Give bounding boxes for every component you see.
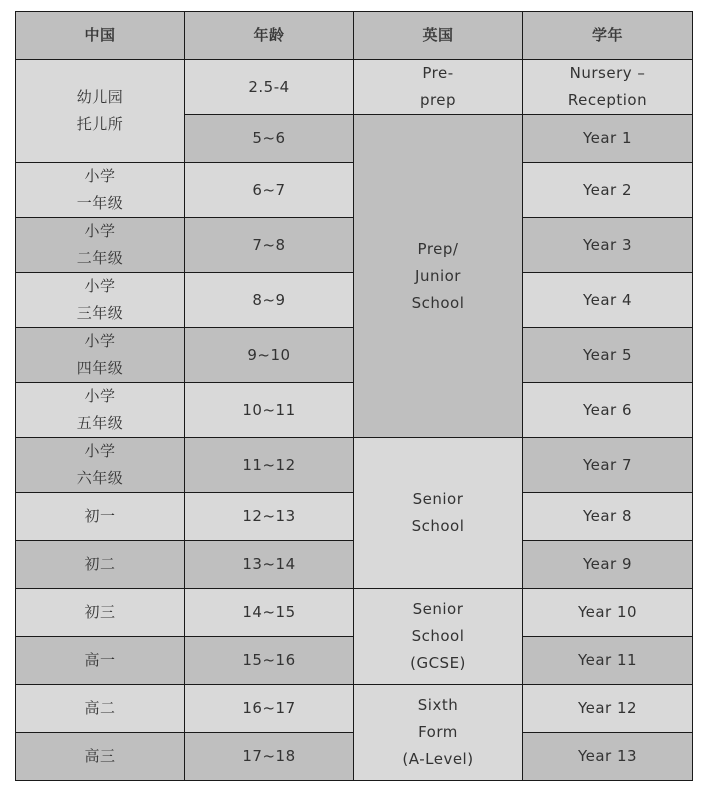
uk-stage-cell: Pre- prep	[354, 60, 523, 115]
china-grade-cell: 初一	[16, 493, 185, 541]
china-grade-cell: 小学 四年级	[16, 328, 185, 383]
china-grade-cell: 幼儿园 托儿所	[16, 60, 185, 163]
china-grade-cell: 小学 六年级	[16, 438, 185, 493]
age-cell: 14~15	[185, 589, 354, 637]
age-cell: 11~12	[185, 438, 354, 493]
uk-year-cell: Year 3	[523, 218, 693, 273]
china-grade-cell: 小学 一年级	[16, 163, 185, 218]
uk-year-cell: Year 1	[523, 115, 693, 163]
uk-year-cell: Year 9	[523, 541, 693, 589]
table-row	[16, 60, 693, 115]
age-cell: 6~7	[185, 163, 354, 218]
china-grade-cell: 高二	[16, 685, 185, 733]
age-cell: 12~13	[185, 493, 354, 541]
age-cell: 13~14	[185, 541, 354, 589]
table-row	[16, 589, 693, 637]
uk-stage-cell: Prep/ Junior School	[354, 115, 523, 438]
uk-year-cell: Year 4	[523, 273, 693, 328]
table-row	[16, 438, 693, 493]
china-grade-cell: 高三	[16, 733, 185, 781]
header-row	[16, 12, 693, 60]
uk-year-cell: Year 8	[523, 493, 693, 541]
header-uk: 英国	[354, 12, 523, 60]
uk-year-cell: Year 13	[523, 733, 693, 781]
age-cell: 2.5-4	[185, 60, 354, 115]
uk-stage-cell: Sixth Form (A-Level)	[354, 685, 523, 781]
uk-year-cell: Year 10	[523, 589, 693, 637]
uk-year-cell: Nursery – Reception	[523, 60, 693, 115]
age-cell: 15~16	[185, 637, 354, 685]
uk-stage-cell: Senior School (GCSE)	[354, 589, 523, 685]
header-age: 年龄	[185, 12, 354, 60]
uk-year-cell: Year 2	[523, 163, 693, 218]
china-grade-cell: 小学 五年级	[16, 383, 185, 438]
china-grade-cell: 初二	[16, 541, 185, 589]
header-china: 中国	[16, 12, 185, 60]
china-grade-cell: 小学 二年级	[16, 218, 185, 273]
uk-stage-cell: Senior School	[354, 438, 523, 589]
uk-year-cell: Year 7	[523, 438, 693, 493]
china-grade-cell: 高一	[16, 637, 185, 685]
age-cell: 10~11	[185, 383, 354, 438]
china-grade-cell: 小学 三年级	[16, 273, 185, 328]
table-row	[16, 685, 693, 733]
age-cell: 8~9	[185, 273, 354, 328]
age-cell: 17~18	[185, 733, 354, 781]
uk-year-cell: Year 11	[523, 637, 693, 685]
age-cell: 9~10	[185, 328, 354, 383]
china-grade-cell: 初三	[16, 589, 185, 637]
age-cell: 16~17	[185, 685, 354, 733]
age-cell: 7~8	[185, 218, 354, 273]
header-school-year: 学年	[523, 12, 693, 60]
school-comparison-table	[15, 11, 693, 781]
uk-year-cell: Year 5	[523, 328, 693, 383]
uk-year-cell: Year 6	[523, 383, 693, 438]
age-cell: 5~6	[185, 115, 354, 163]
uk-year-cell: Year 12	[523, 685, 693, 733]
